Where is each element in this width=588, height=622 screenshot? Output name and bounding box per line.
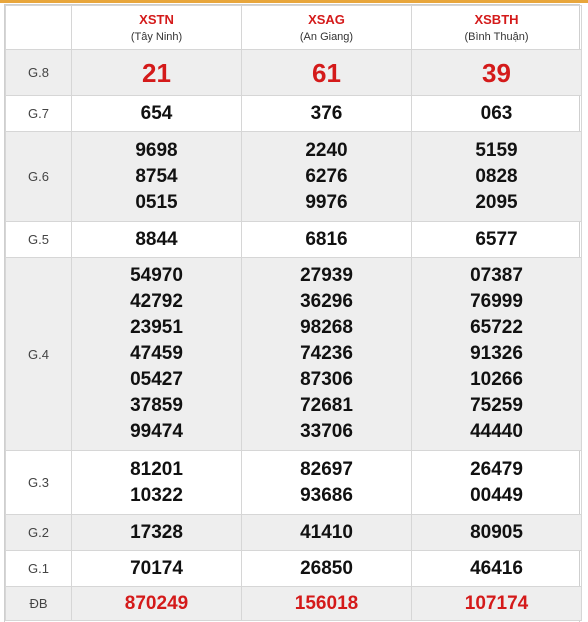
results-frame [4,4,580,622]
prize-cell [242,551,412,587]
prize-cell [72,515,242,551]
prize-number: 54970 [130,265,183,286]
prize-number: 87306 [300,369,353,390]
province-header-row [6,6,582,50]
prize-label: ĐB [6,587,72,621]
prize-cell [412,222,582,258]
prize-number: 74236 [300,343,353,364]
prize-number: 8754 [135,165,178,187]
prize-cell [242,222,412,258]
prize-number: 6816 [305,228,348,250]
prize-number: 6577 [475,228,518,250]
prize-row-g6 [6,132,582,222]
prize-number: 91326 [470,343,523,364]
province-code[interactable]: XSAG [308,11,345,27]
province-name: (An Giang) [299,30,354,43]
prize-label: G.5 [6,222,72,258]
prize-number: 2240 [305,139,348,161]
header-empty-cell [6,6,72,50]
prize-number: 99474 [130,421,183,442]
prize-label: G.6 [6,132,72,222]
prize-number: 42792 [130,291,183,312]
prize-cell [242,587,412,621]
prize-cell [242,258,412,451]
prize-cell [412,451,582,515]
prize-number: 23951 [130,317,183,338]
prize-row-g1 [6,551,582,587]
prize-row-special [6,587,582,621]
top-accent-bar [0,0,588,3]
prize-cell [72,587,242,621]
prize-number: 80905 [470,521,523,543]
prize-number: 27939 [300,265,353,286]
prize-number: 8844 [135,228,178,250]
prize-number: 00449 [470,484,523,506]
prize-number: 063 [480,102,513,124]
prize-cell [412,515,582,551]
prize-number: 39 [482,57,511,88]
prize-cell [242,451,412,515]
prize-cell [242,50,412,96]
prize-cell [412,132,582,222]
province-name: (Tây Ninh) [130,30,183,43]
prize-number: 70174 [130,557,183,579]
prize-number: 07387 [470,265,523,286]
special-prize-number: 156018 [294,592,359,614]
prize-number: 10322 [130,484,183,506]
prize-number: 98268 [300,317,353,338]
province-header-xsag[interactable] [242,6,412,50]
prize-cell [412,50,582,96]
prize-number: 26479 [470,458,523,480]
prize-number: 33706 [300,421,353,442]
prize-cell [72,96,242,132]
prize-number: 93686 [300,484,353,506]
prize-row-g5 [6,222,582,258]
province-header-xsbth[interactable] [412,6,582,50]
prize-cell [72,451,242,515]
prize-number: 10266 [470,369,523,390]
prize-number: 75259 [470,395,523,416]
prize-label: G.4 [6,258,72,451]
lottery-results-table [5,5,582,621]
prize-cell [72,551,242,587]
prize-cell [242,515,412,551]
prize-label: G.3 [6,451,72,515]
prize-label: G.2 [6,515,72,551]
prize-number: 654 [140,102,173,124]
prize-number: 47459 [130,343,183,364]
prize-number: 2095 [475,191,518,213]
prize-number: 21 [142,57,171,88]
prize-number: 65722 [470,317,523,338]
prize-row-g7 [6,96,582,132]
prize-number: 61 [312,57,341,88]
prize-cell [72,50,242,96]
prize-number: 376 [310,102,343,124]
prize-row-g3 [6,451,582,515]
prize-label: G.8 [6,50,72,96]
prize-number: 44440 [470,421,523,442]
prize-cell [412,551,582,587]
prize-number: 5159 [475,139,518,161]
prize-number: 76999 [470,291,523,312]
prize-number: 6276 [305,165,348,187]
prize-number: 26850 [300,557,353,579]
province-code[interactable]: XSTN [139,11,174,27]
prize-number: 72681 [300,395,353,416]
prize-cell [242,132,412,222]
prize-cell [72,258,242,451]
prize-cell [72,132,242,222]
prize-row-g8 [6,50,582,96]
province-code[interactable]: XSBTH [474,11,519,27]
prize-number: 0828 [475,165,518,187]
prize-number: 82697 [300,458,353,480]
prize-cell [412,96,582,132]
prize-number: 81201 [130,458,183,480]
special-prize-number: 870249 [124,592,189,614]
prize-number: 9976 [305,191,348,213]
prize-cell [412,587,582,621]
province-name: (Bình Thuận) [464,30,529,43]
prize-cell [242,96,412,132]
prize-number: 05427 [130,369,183,390]
prize-cell [72,222,242,258]
special-prize-number: 107174 [464,592,529,614]
prize-row-g4 [6,258,582,451]
prize-label: G.7 [6,96,72,132]
prize-number: 37859 [130,395,183,416]
province-header-xstn[interactable] [72,6,242,50]
prize-number: 0515 [135,191,178,213]
prize-row-g2 [6,515,582,551]
prize-label: G.1 [6,551,72,587]
prize-number: 9698 [135,139,178,161]
prize-number: 46416 [470,557,523,579]
prize-cell [412,258,582,451]
prize-number: 36296 [300,291,353,312]
prize-number: 17328 [130,521,183,543]
prize-number: 41410 [300,521,353,543]
